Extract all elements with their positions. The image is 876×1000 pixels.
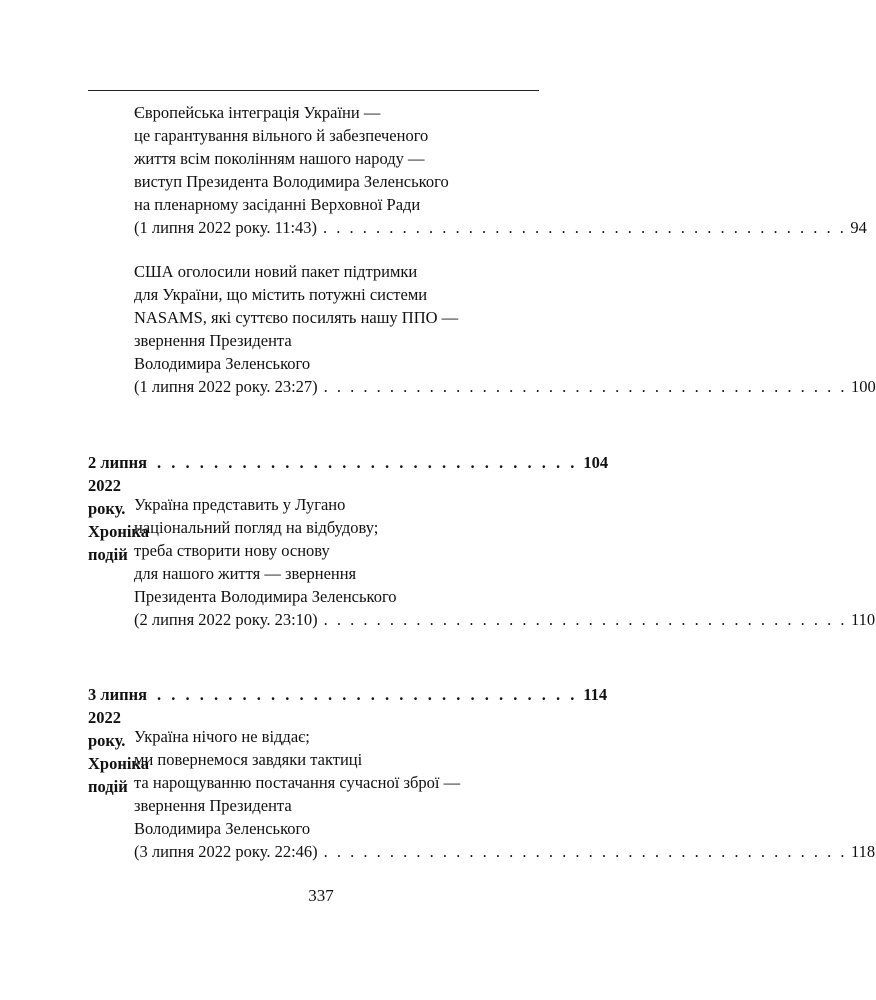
toc-entry[interactable] (134, 260, 876, 398)
page-number: 104 (583, 453, 609, 472)
page-number: 100 (851, 377, 876, 396)
dot-leader: . . . . . . . . . . . . . . . . . . . . . . . . . . . . . . . . . . . . . . . . (323, 842, 848, 861)
dot-leader: . . . . . . . . . . . . . . . . . . . . . . . . . . . . . . . . . . . . . . . . (323, 377, 848, 396)
entry-title-line: Україна нічого не віддає; (134, 727, 310, 746)
page-number: 94 (850, 218, 867, 237)
toc-entry[interactable] (134, 101, 867, 239)
entry-title-line: життя всім поколінням нашого народу — (134, 149, 425, 168)
entry-title-line: та нарощуванню постачання сучасної зброї — (134, 773, 461, 792)
section-title: 2 липня 2022 року. Хроніка подій (88, 453, 149, 564)
top-rule (88, 90, 539, 91)
entry-title-line: для нашого життя — звернення (134, 564, 357, 583)
entry-title-line: виступ Президента Володимира Зеленського (134, 172, 449, 191)
entry-date: (1 липня 2022 року. 11:43) (134, 218, 318, 237)
entry-last-line (134, 608, 876, 631)
page-number: 114 (583, 685, 608, 704)
entry-title-line: Володимира Зеленського (134, 819, 311, 838)
dot-leader: . . . . . . . . . . . . . . . . . . . . . . . . . . . . . . . . . . . . . . . . (323, 218, 847, 237)
entry-title-line: на пленарному засіданні Верховної Ради (134, 195, 421, 214)
dot-leader: . . . . . . . . . . . . . . . . . . . . . . . . . . . . . . . . . . . . . . . . (323, 610, 848, 629)
entry-title-line: Україна представить у Лугано (134, 495, 346, 514)
entry-date: (2 липня 2022 року. 23:10) (134, 610, 318, 629)
entry-title-line: треба створити нову основу (134, 541, 330, 560)
entry-last-line (134, 216, 867, 239)
dot-leader: . . . . . . . . . . . . . . . . . . . . . . . . . . . . . . (156, 453, 578, 472)
entry-title-line: Президента Володимира Зеленського (134, 587, 397, 606)
entry-title-line: США оголосили новий пакет підтримки (134, 262, 418, 281)
folio-page-number: 337 (308, 886, 334, 905)
entry-title-line: національний погляд на відбудову; (134, 518, 379, 537)
entry-title-line: звернення Президента (134, 796, 292, 815)
toc-entry[interactable] (134, 725, 876, 863)
entry-title-line: NASAMS, які суттєво посилять нашу ППО — (134, 308, 459, 327)
section-title: 3 липня 2022 року. Хроніка подій (88, 685, 149, 796)
page-number: 118 (851, 842, 876, 861)
entry-title-line: Європейська інтеграція України — (134, 103, 381, 122)
entry-last-line (134, 375, 876, 398)
dot-leader: . . . . . . . . . . . . . . . . . . . . . . . . . . . . . . (156, 685, 578, 704)
entry-title-line: звернення Президента (134, 331, 292, 350)
entry-title-line: для України, що містить потужні системи (134, 285, 428, 304)
entry-date: (1 липня 2022 року. 23:27) (134, 377, 318, 396)
entry-title-line: це гарантування вільного й забезпеченого (134, 126, 429, 145)
entry-last-line (134, 840, 876, 863)
entry-title-line: Володимира Зеленського (134, 354, 311, 373)
entry-date: (3 липня 2022 року. 22:46) (134, 842, 318, 861)
toc-entry[interactable] (134, 493, 876, 631)
page-number: 110 (851, 610, 876, 629)
entry-title-line: ми повернемося завдяки тактиці (134, 750, 363, 769)
